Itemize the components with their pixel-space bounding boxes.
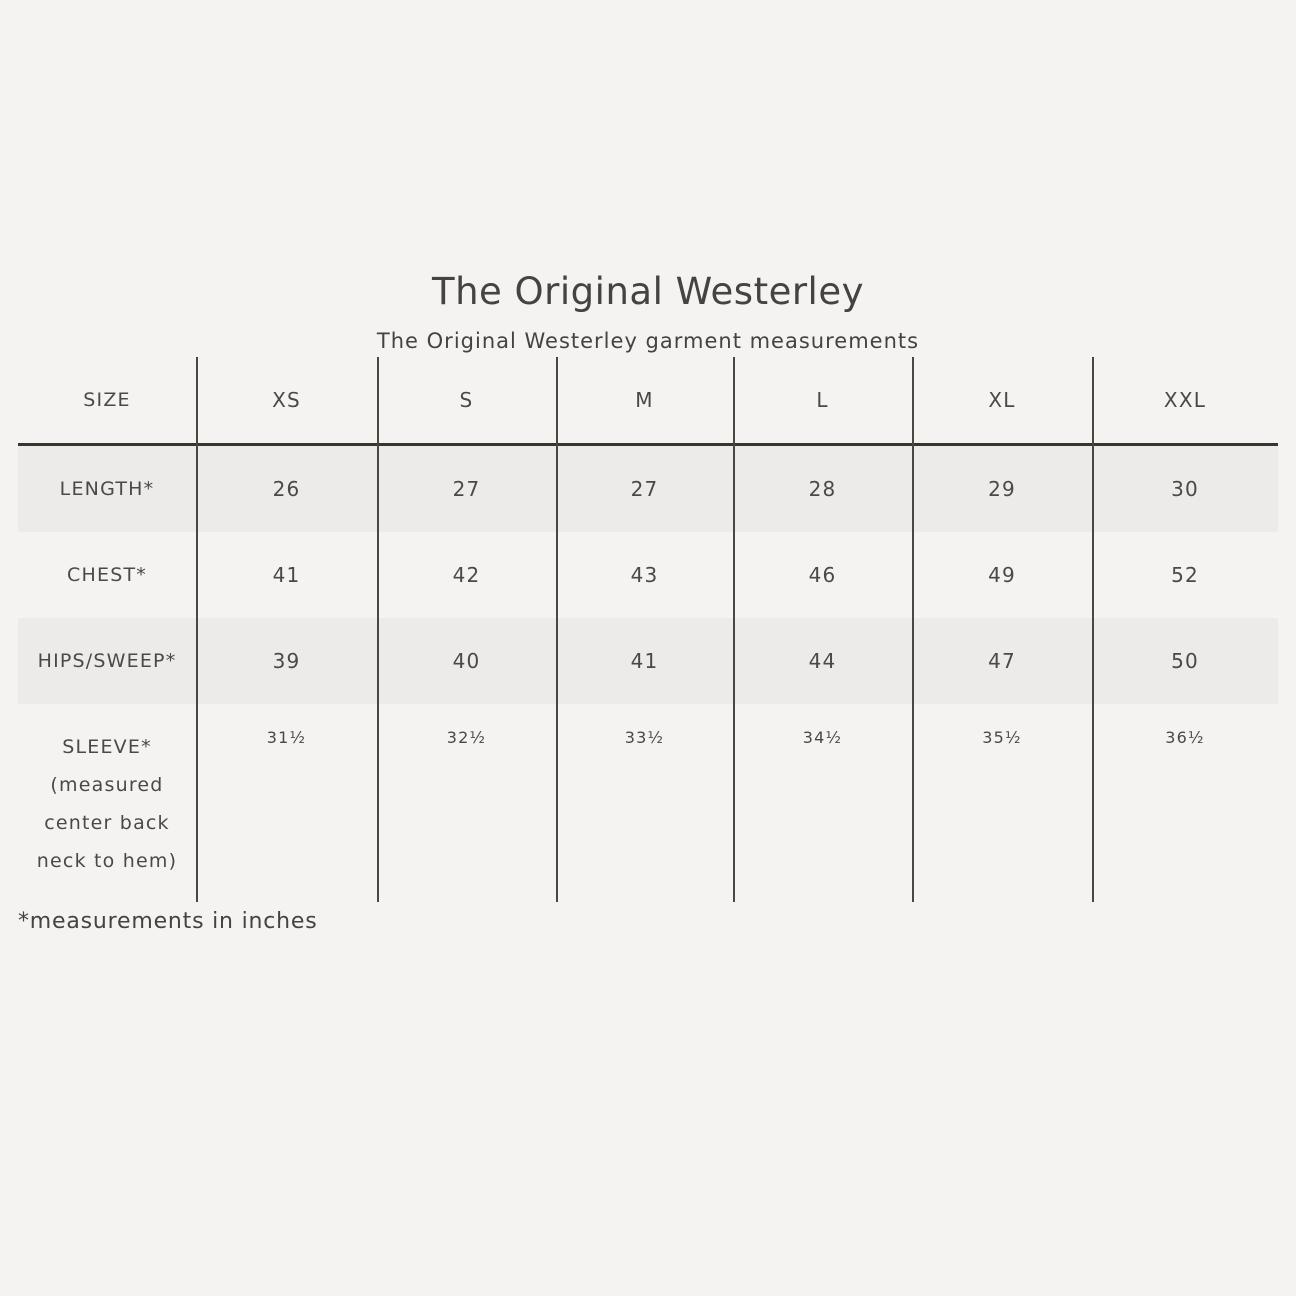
column-header-l: L (816, 388, 829, 412)
column-divider (1092, 357, 1094, 902)
row-label-line: SLEEVE* (62, 736, 152, 758)
column-header-m: M (635, 388, 654, 412)
table-cell: 28 (808, 477, 837, 501)
column-divider (377, 357, 379, 902)
table-cell: 34½ (802, 728, 843, 747)
table-cell: 41 (272, 563, 301, 587)
row-label: HIPS/SWEEP* (37, 650, 177, 672)
table-cell: 26 (272, 477, 301, 501)
table-cell: 29 (988, 477, 1016, 501)
table-cell: 39 (272, 649, 301, 673)
table-cell: 50 (1171, 649, 1199, 673)
column-divider (556, 357, 558, 902)
page-title: The Original Westerley (431, 270, 864, 313)
table-cell: 44 (808, 649, 837, 673)
size-table (18, 357, 1278, 901)
table-cell: 32½ (446, 728, 487, 747)
row-label: CHEST* (67, 564, 147, 586)
page-subtitle: The Original Westerley garment measurements (376, 329, 920, 353)
table-cell: 36½ (1165, 728, 1205, 747)
table-cell: 40 (452, 649, 481, 673)
column-header-xxl: XXL (1163, 388, 1207, 412)
table-cell: 52 (1171, 563, 1199, 587)
row-label: LENGTH* (59, 478, 155, 500)
column-header-xl: XL (988, 388, 1016, 412)
table-cell: 33½ (624, 728, 665, 747)
table-cell: 46 (808, 563, 837, 587)
column-divider (912, 357, 914, 902)
table-row-hips-sweep (18, 618, 1278, 704)
column-divider (196, 357, 198, 902)
table-cell: 42 (452, 563, 481, 587)
table-cell: 27 (630, 477, 659, 501)
table-row-chest (18, 532, 1278, 618)
table-cell: 47 (988, 649, 1016, 673)
measurements-footnote: *measurements in inches (18, 909, 318, 934)
table-row-length (18, 446, 1278, 532)
table-cell: 41 (630, 649, 659, 673)
row-label-line: (measured (50, 774, 164, 796)
row-label-line: center back (44, 812, 170, 834)
table-row-sleeve (18, 704, 1278, 901)
table-cell: 31½ (266, 728, 307, 747)
table-header-row (18, 357, 1278, 443)
column-divider (733, 357, 735, 902)
column-header-xs: XS (272, 388, 301, 412)
column-header-s: S (459, 388, 474, 412)
table-cell: 43 (630, 563, 659, 587)
table-cell: 49 (988, 563, 1016, 587)
table-cell: 27 (452, 477, 481, 501)
table-cell: 30 (1171, 477, 1199, 501)
table-cell: 35½ (982, 728, 1022, 747)
row-label-line: neck to hem) (36, 850, 178, 872)
column-header-size: SIZE (83, 389, 131, 411)
row-label (18, 704, 196, 880)
